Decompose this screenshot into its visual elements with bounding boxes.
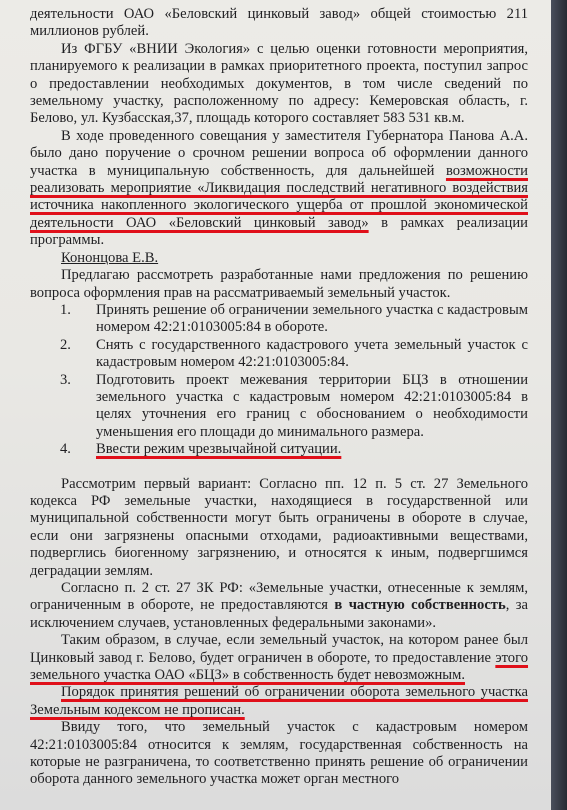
- list-item-number: 1.: [60, 301, 71, 318]
- paragraph-3-highlight: возможности реализовать мероприятие «Ликвидация последствий негативного воздействия источника накопленного экологического ущерба от прошлой экономической деятельности ОАО «Беловский цинковый завод»: [30, 162, 528, 231]
- proposal-list: [30, 302, 528, 459]
- signature-name: Кононцова Е.В.: [61, 249, 159, 266]
- list-item-text: Подготовить проект межевания территории БЦЗ в отношении земельного участка с кадастровым номером 42:21:0103005:84 в целях уточнения его границ с обоснованием о необходимости уменьшения его площади до минимального размера.: [96, 371, 528, 440]
- list-item: [30, 441, 528, 458]
- paragraph-7-highlight: этого земельного участка ОАО «БЦЗ» в собственность будет невозможным.: [30, 649, 529, 684]
- paragraph-1: деятельности ОАО «Беловский цинковый завод» общей стоимостью 211 миллионов рублей.: [30, 6, 528, 40]
- paragraph-9: Ввиду того, что земельный участок с кадастровым номером 42:21:0103005:84 относится к землям, государственная собственность на которые не разграничена, то соответственно принять решение об ограничении оборота данного земельного участка может орган местного: [30, 719, 528, 788]
- list-item: [30, 337, 528, 372]
- list-item-text: Принять решение об ограничении земельного участка с кадастровым номером 42:21:0103005:84 в обороте.: [96, 301, 528, 336]
- paragraph-4: Предлагаю рассмотреть разработанные нами предложения по решению вопроса оформления прав на рассматриваемый земельный участок.: [30, 267, 528, 301]
- paragraph-6-end: , за исключением случаев, установленных федеральными законами».: [30, 597, 528, 631]
- paragraph-3: [30, 128, 528, 250]
- paragraph-6: [30, 580, 528, 632]
- list-item-number: 2.: [60, 336, 71, 353]
- spacer: [30, 459, 528, 476]
- list-item: [30, 302, 528, 337]
- paragraph-3-end: в рамках реализации программы.: [30, 214, 528, 249]
- list-item-text: Снять с государственного кадастрового учета земельный участок с кадастровым номером 42:21:0103005:84.: [96, 336, 528, 371]
- paragraph-6-start: Согласно п. 2 ст. 27 ЗК РФ: «Земельные участки, отнесенные к землям, ограниченным в обороте, не предоставляются: [30, 580, 528, 614]
- paragraph-8: [30, 684, 528, 719]
- paragraph-8-highlight: Порядок принятия решений об ограничении оборота земельного участка Земельным кодексом не прописан.: [30, 684, 528, 718]
- paragraph-7: [30, 632, 528, 684]
- paragraph-3-start: В ходе проведенного совещания у заместителя Губернатора Панова А.А. было дано поручение о срочном решении вопроса об оформлении данного участка в муниципальную собственность, для дальнейшей: [30, 127, 528, 179]
- paragraph-2: Из ФГБУ «ВНИИ Экология» с целью оценки готовности мероприятия, планируемого к реализации в рамках приоритетного проекта, поступил запрос о предоставлении необходимых документов, в том числе сведений по земельному участку, расположенному по адресу: Кемеровская область, г. Белово, ул. Кузбасская,37, площадь которого составляет 583 531 кв.м.: [30, 40, 528, 127]
- list-item-number: 4.: [60, 441, 71, 458]
- list-item-number: 3.: [60, 371, 71, 388]
- list-item: [30, 372, 528, 442]
- paragraph-5: Рассмотрим первый вариант: Согласно пп. 12 п. 5 ст. 27 Земельного кодекса РФ земельные участки, находящиеся в государственной или муниципальной собственности могут быть ограничены в обороте в случае, если они загрязнены опасными отходами, радиоактивными веществами, подверглись биогенному загрязнению, и относятся к иным, подвергшимся деградации землям.: [30, 475, 528, 579]
- paragraph-7-start: Таким образом, в случае, если земельный участок, на котором ранее был Цинковый завод г. Белово, будет ограничен в обороте, то предоставление: [30, 632, 528, 666]
- paragraph-6-bold: в частную собственность: [334, 597, 506, 614]
- page-edge-shadow: [551, 0, 567, 810]
- document-body: [30, 6, 528, 789]
- list-item-text-highlight: Ввести режим чрезвычайной ситуации.: [96, 441, 342, 458]
